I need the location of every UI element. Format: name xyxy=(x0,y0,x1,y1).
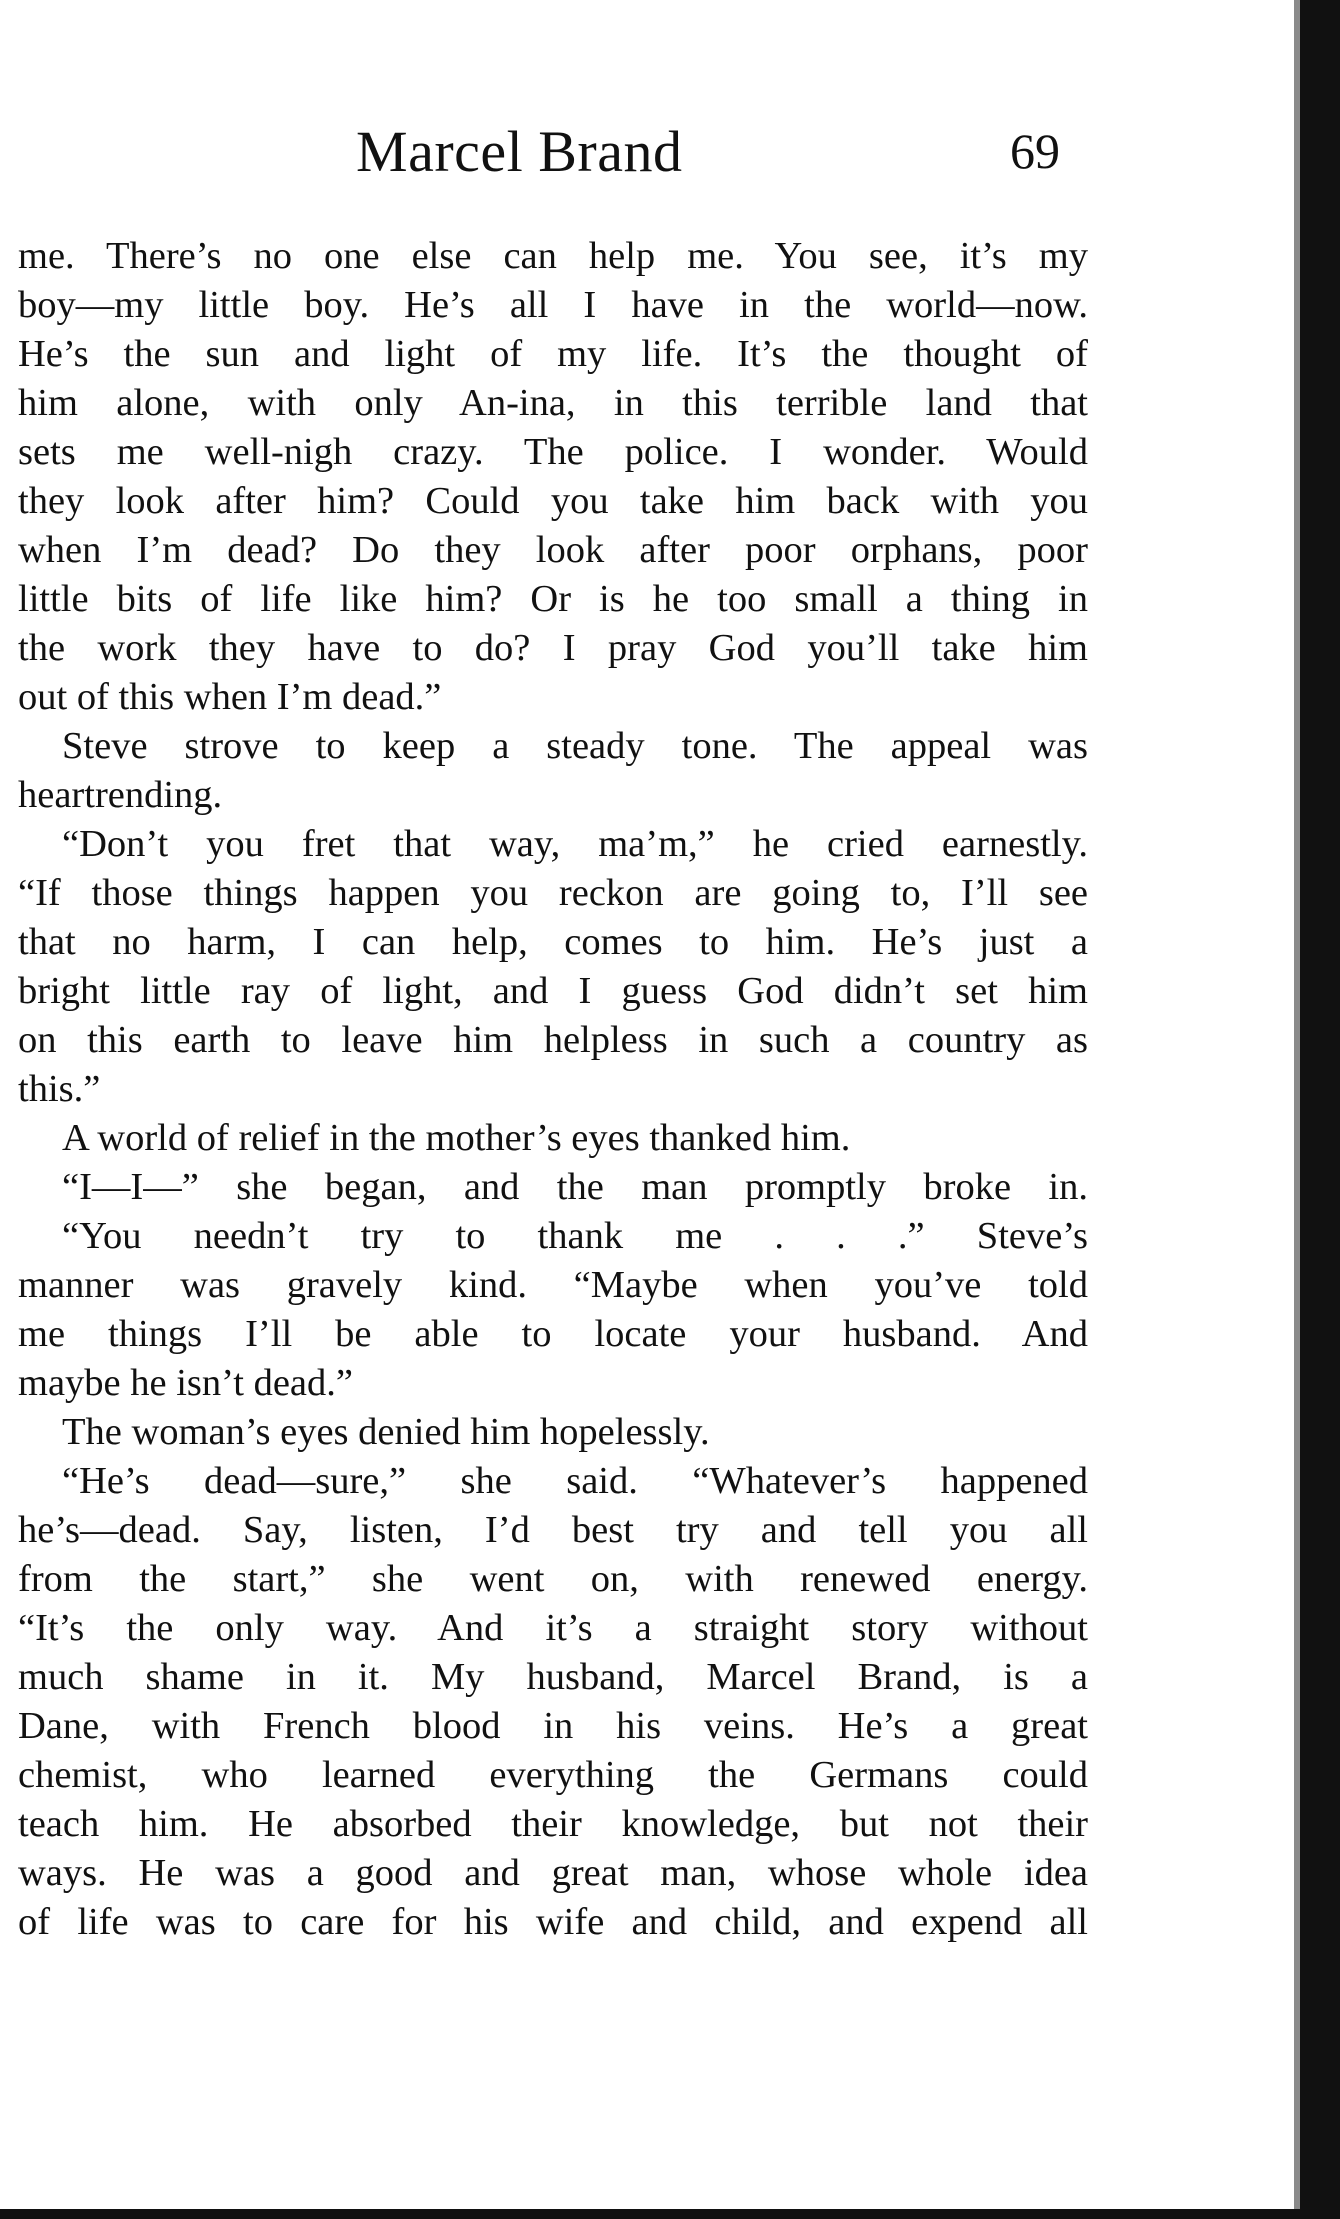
running-head: Marcel Brand xyxy=(356,119,683,184)
text-line: of life was to care for his wife and child, and expend all xyxy=(18,1901,1088,1943)
text-line: the work they have to do? I pray God you’ll take him xyxy=(18,627,1088,669)
text-line: he’s—dead. Say, listen, I’d best try and tell you all xyxy=(18,1509,1088,1551)
text-line: bright little ray of light, and I guess God didn’t set him xyxy=(18,970,1088,1012)
page-number: 69 xyxy=(1010,123,1060,179)
text-line: ways. He was a good and great man, whose whole idea xyxy=(18,1852,1088,1894)
text-line: “I—I—” she began, and the man promptly broke in. xyxy=(62,1166,1088,1208)
text-line: out of this when I’m dead.” xyxy=(18,676,442,718)
text-line: “He’s dead—sure,” she said. “Whatever’s happened xyxy=(62,1460,1088,1502)
text-line: boy—my little boy. He’s all I have in the world—now. xyxy=(18,284,1088,326)
text-line: sets me well-nigh crazy. The police. I wonder. Would xyxy=(18,431,1088,473)
text-line: that no harm, I can help, comes to him. He’s just a xyxy=(18,921,1088,963)
text-line: chemist, who learned everything the Germans could xyxy=(18,1754,1088,1796)
text-line: “You needn’t try to thank me . . .” Steve’s xyxy=(62,1215,1088,1257)
text-line: heartrending. xyxy=(18,774,223,816)
text-line: me things I’ll be able to locate your husband. And xyxy=(18,1313,1088,1355)
page-bottom-edge xyxy=(0,2209,1340,2219)
text-line: teach him. He absorbed their knowledge, but not their xyxy=(18,1803,1088,1845)
text-line: “Don’t you fret that way, ma’m,” he cried earnestly. xyxy=(62,823,1088,865)
text-line: maybe he isn’t dead.” xyxy=(18,1362,353,1404)
body-text xyxy=(18,232,1088,1947)
text-line: “If those things happen you reckon are going to, I’ll see xyxy=(18,872,1088,914)
text-line: me. There’s no one else can help me. You see, it’s my xyxy=(18,235,1088,277)
text-line: from the start,” she went on, with renewed energy. xyxy=(18,1558,1088,1600)
text-line: Steve strove to keep a steady tone. The appeal was xyxy=(62,725,1088,767)
text-line: much shame in it. My husband, Marcel Brand, is a xyxy=(18,1656,1088,1698)
text-line: on this earth to leave him helpless in such a country as xyxy=(18,1019,1088,1061)
text-line: A world of relief in the mother’s eyes thanked him. xyxy=(62,1117,851,1159)
page-edge-shadow xyxy=(1300,0,1340,2219)
text-line: they look after him? Could you take him back with you xyxy=(18,480,1088,522)
text-line: little bits of life like him? Or is he too small a thing in xyxy=(18,578,1088,620)
text-line: The woman’s eyes denied him hopelessly. xyxy=(62,1411,710,1453)
text-line: when I’m dead? Do they look after poor orphans, poor xyxy=(18,529,1088,571)
text-line: Dane, with French blood in his veins. He’s a great xyxy=(18,1705,1088,1747)
page-header xyxy=(0,118,1340,198)
text-line: him alone, with only An-ina, in this terrible land that xyxy=(18,382,1088,424)
text-line: manner was gravely kind. “Maybe when you’ve told xyxy=(18,1264,1088,1306)
text-line: He’s the sun and light of my life. It’s the thought of xyxy=(18,333,1088,375)
text-line: “It’s the only way. And it’s a straight story without xyxy=(18,1607,1088,1649)
text-line: this.” xyxy=(18,1068,101,1110)
